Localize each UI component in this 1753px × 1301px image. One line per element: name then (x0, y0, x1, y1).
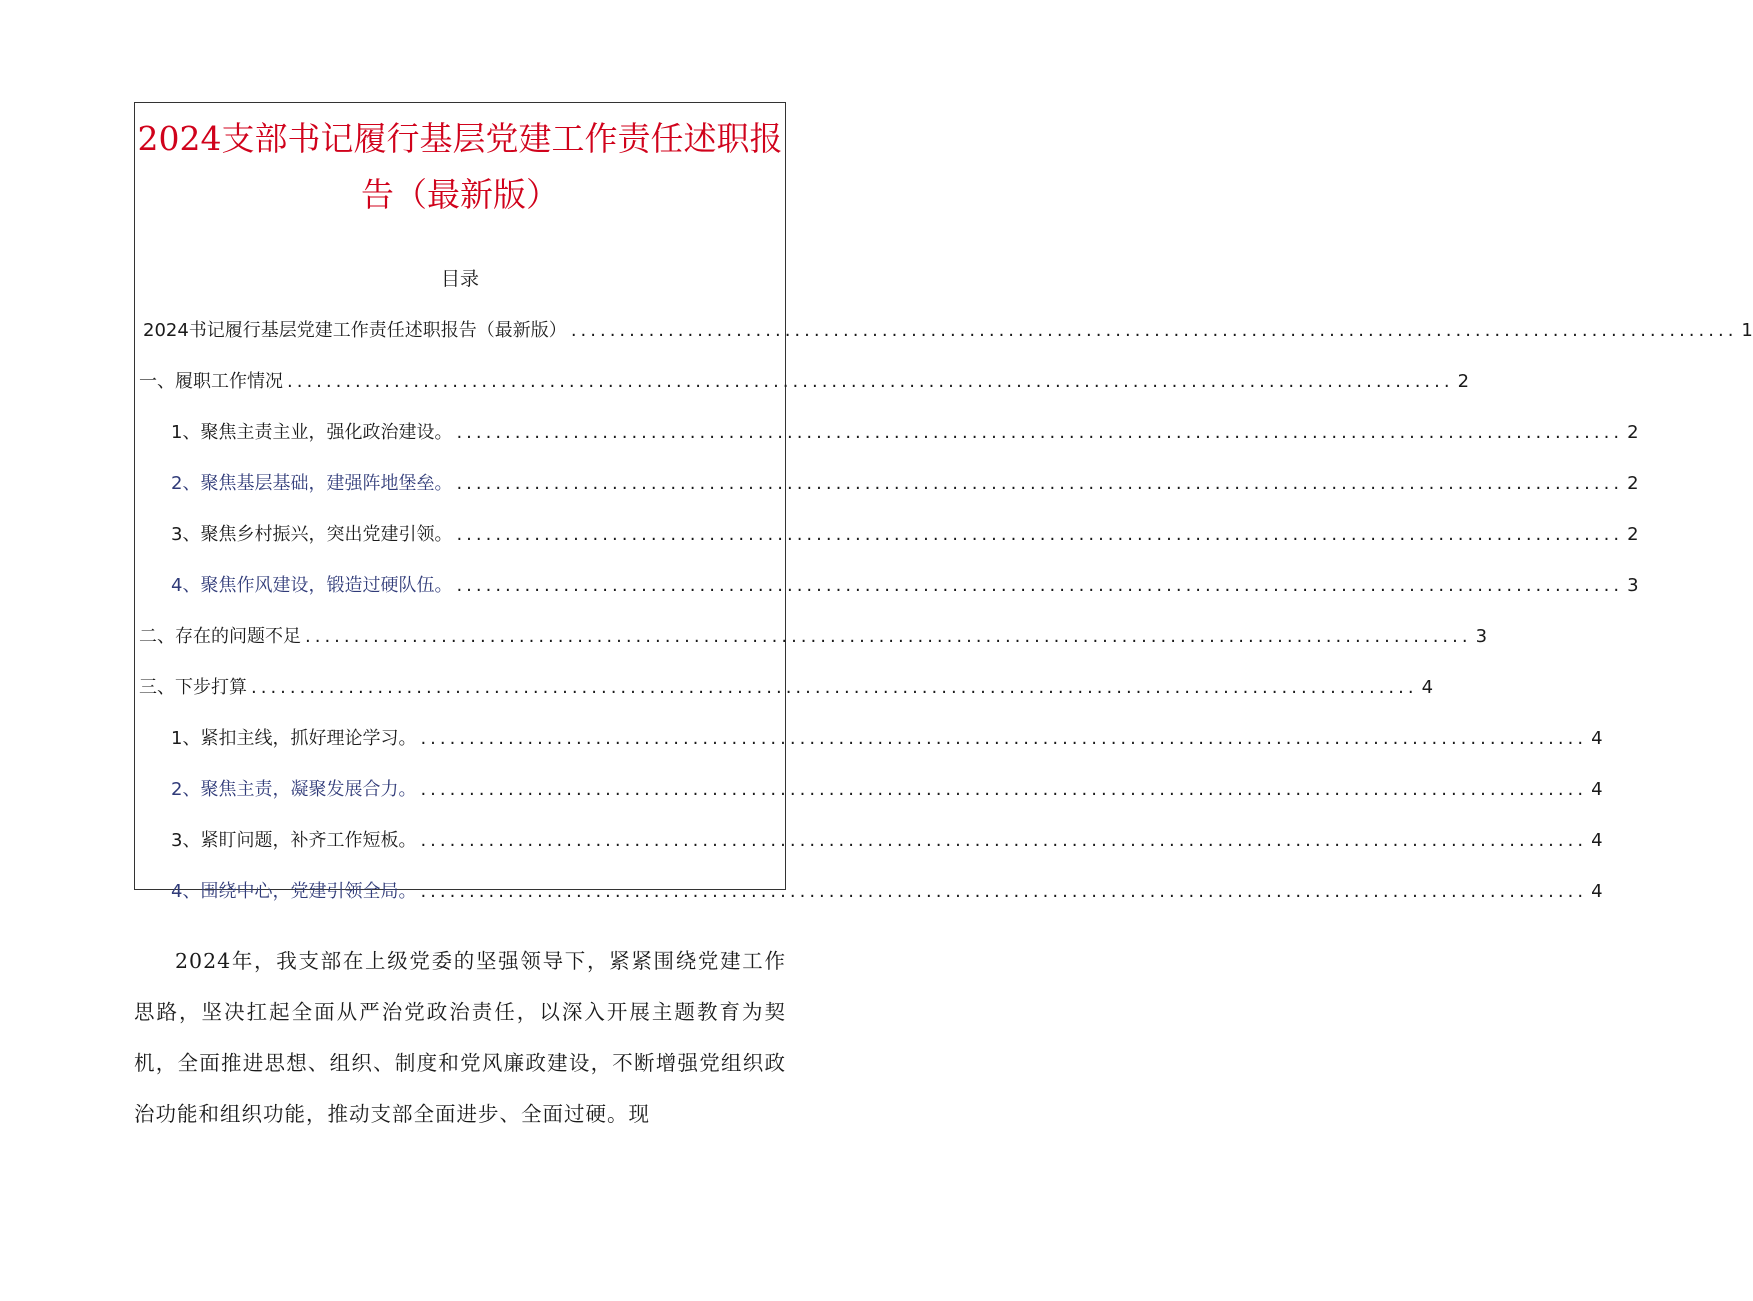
toc-leader-dots: ........................................................................................................................ (420, 779, 1588, 800)
toc-entry-text: 2、聚焦基层基础，建强阵地堡垒。 (171, 473, 453, 494)
toc-page-number: 4 (1591, 728, 1603, 749)
toc-leader-dots: ........................................................................................................................ (287, 371, 1454, 392)
toc-entry-text: 2024书记履行基层党建工作责任述职报告（最新版） (143, 320, 567, 341)
toc-entry[interactable] (135, 623, 1488, 674)
toc-leader-dots: ........................................................................................................................ (456, 422, 1624, 443)
toc-page-number: 2 (1457, 371, 1470, 392)
toc-entry-text: 4、聚焦作风建设，锻造过硬队伍。 (171, 575, 453, 596)
toc-entry[interactable] (135, 470, 1639, 521)
toc-entry[interactable] (135, 419, 1639, 470)
toc-page-number: 3 (1475, 626, 1488, 647)
toc-entry-text: 1、聚焦主责主业，强化政治建设。 (171, 422, 453, 443)
toc-leader-dots: ........................................................................................................................ (305, 626, 1472, 647)
table-of-contents (135, 317, 1753, 929)
body-paragraph: 2024年，我支部在上级党委的坚强领导下，紧紧围绕党建工作思路，坚决扛起全面从严治党政治责任，以深入开展主题教育为契机，全面推进思想、组织、制度和党风廉政建设，不断增强党组织政治功能和组织功能，推动支部全面进步、全面过硬。现 (134, 949, 786, 1126)
toc-leader-dots: ........................................................................................................................ (420, 830, 1588, 851)
toc-entry-text: 3、聚焦乡村振兴，突出党建引领。 (171, 524, 453, 545)
toc-leader-dots: ........................................................................................................................ (420, 881, 1588, 902)
document-title: 2024支部书记履行基层党建工作责任述职报告（最新版） (137, 119, 783, 214)
toc-leader-dots: ........................................................................................................................ (456, 575, 1624, 596)
toc-leader-dots: ........................................................................................................................ (570, 320, 1738, 341)
toc-leader-dots: ........................................................................................................................ (456, 524, 1624, 545)
toc-page-number: 4 (1591, 830, 1603, 851)
toc-page-number: 3 (1627, 575, 1639, 596)
toc-leader-dots: ........................................................................................................................ (251, 677, 1418, 698)
toc-page-number: 4 (1591, 779, 1603, 800)
toc-entry[interactable] (135, 674, 1434, 725)
toc-entry[interactable] (135, 827, 1603, 878)
title-and-toc-frame (134, 102, 1753, 902)
toc-entry[interactable] (135, 776, 1603, 827)
toc-entry-text: 二、存在的问题不足 (139, 626, 301, 647)
toc-entry-text: 1、紧扣主线，抓好理论学习。 (171, 728, 417, 749)
toc-page-number: 2 (1627, 422, 1639, 443)
toc-heading: 目录 (440, 268, 479, 290)
toc-entry[interactable] (135, 521, 1639, 572)
toc-entry[interactable] (135, 878, 1603, 929)
toc-entry-text: 三、下步打算 (139, 677, 247, 698)
toc-entry-text: 一、履职工作情况 (139, 371, 283, 392)
toc-page-number: 4 (1591, 881, 1603, 902)
toc-entry-text: 4、围绕中心，党建引领全局。 (171, 881, 417, 902)
toc-entry[interactable] (135, 317, 1753, 368)
toc-entry-text: 3、紧盯问题，补齐工作短板。 (171, 830, 417, 851)
toc-page-number: 2 (1627, 473, 1639, 494)
toc-entry-text: 2、聚焦主责，凝聚发展合力。 (171, 779, 417, 800)
toc-page-number: 4 (1421, 677, 1434, 698)
toc-page-number: 1 (1741, 320, 1753, 341)
toc-page-number: 2 (1627, 524, 1639, 545)
toc-entry[interactable] (135, 725, 1603, 776)
toc-leader-dots: ........................................................................................................................ (456, 473, 1624, 494)
toc-entry[interactable] (135, 572, 1639, 623)
toc-entry[interactable] (135, 368, 1470, 419)
toc-leader-dots: ........................................................................................................................ (420, 728, 1588, 749)
